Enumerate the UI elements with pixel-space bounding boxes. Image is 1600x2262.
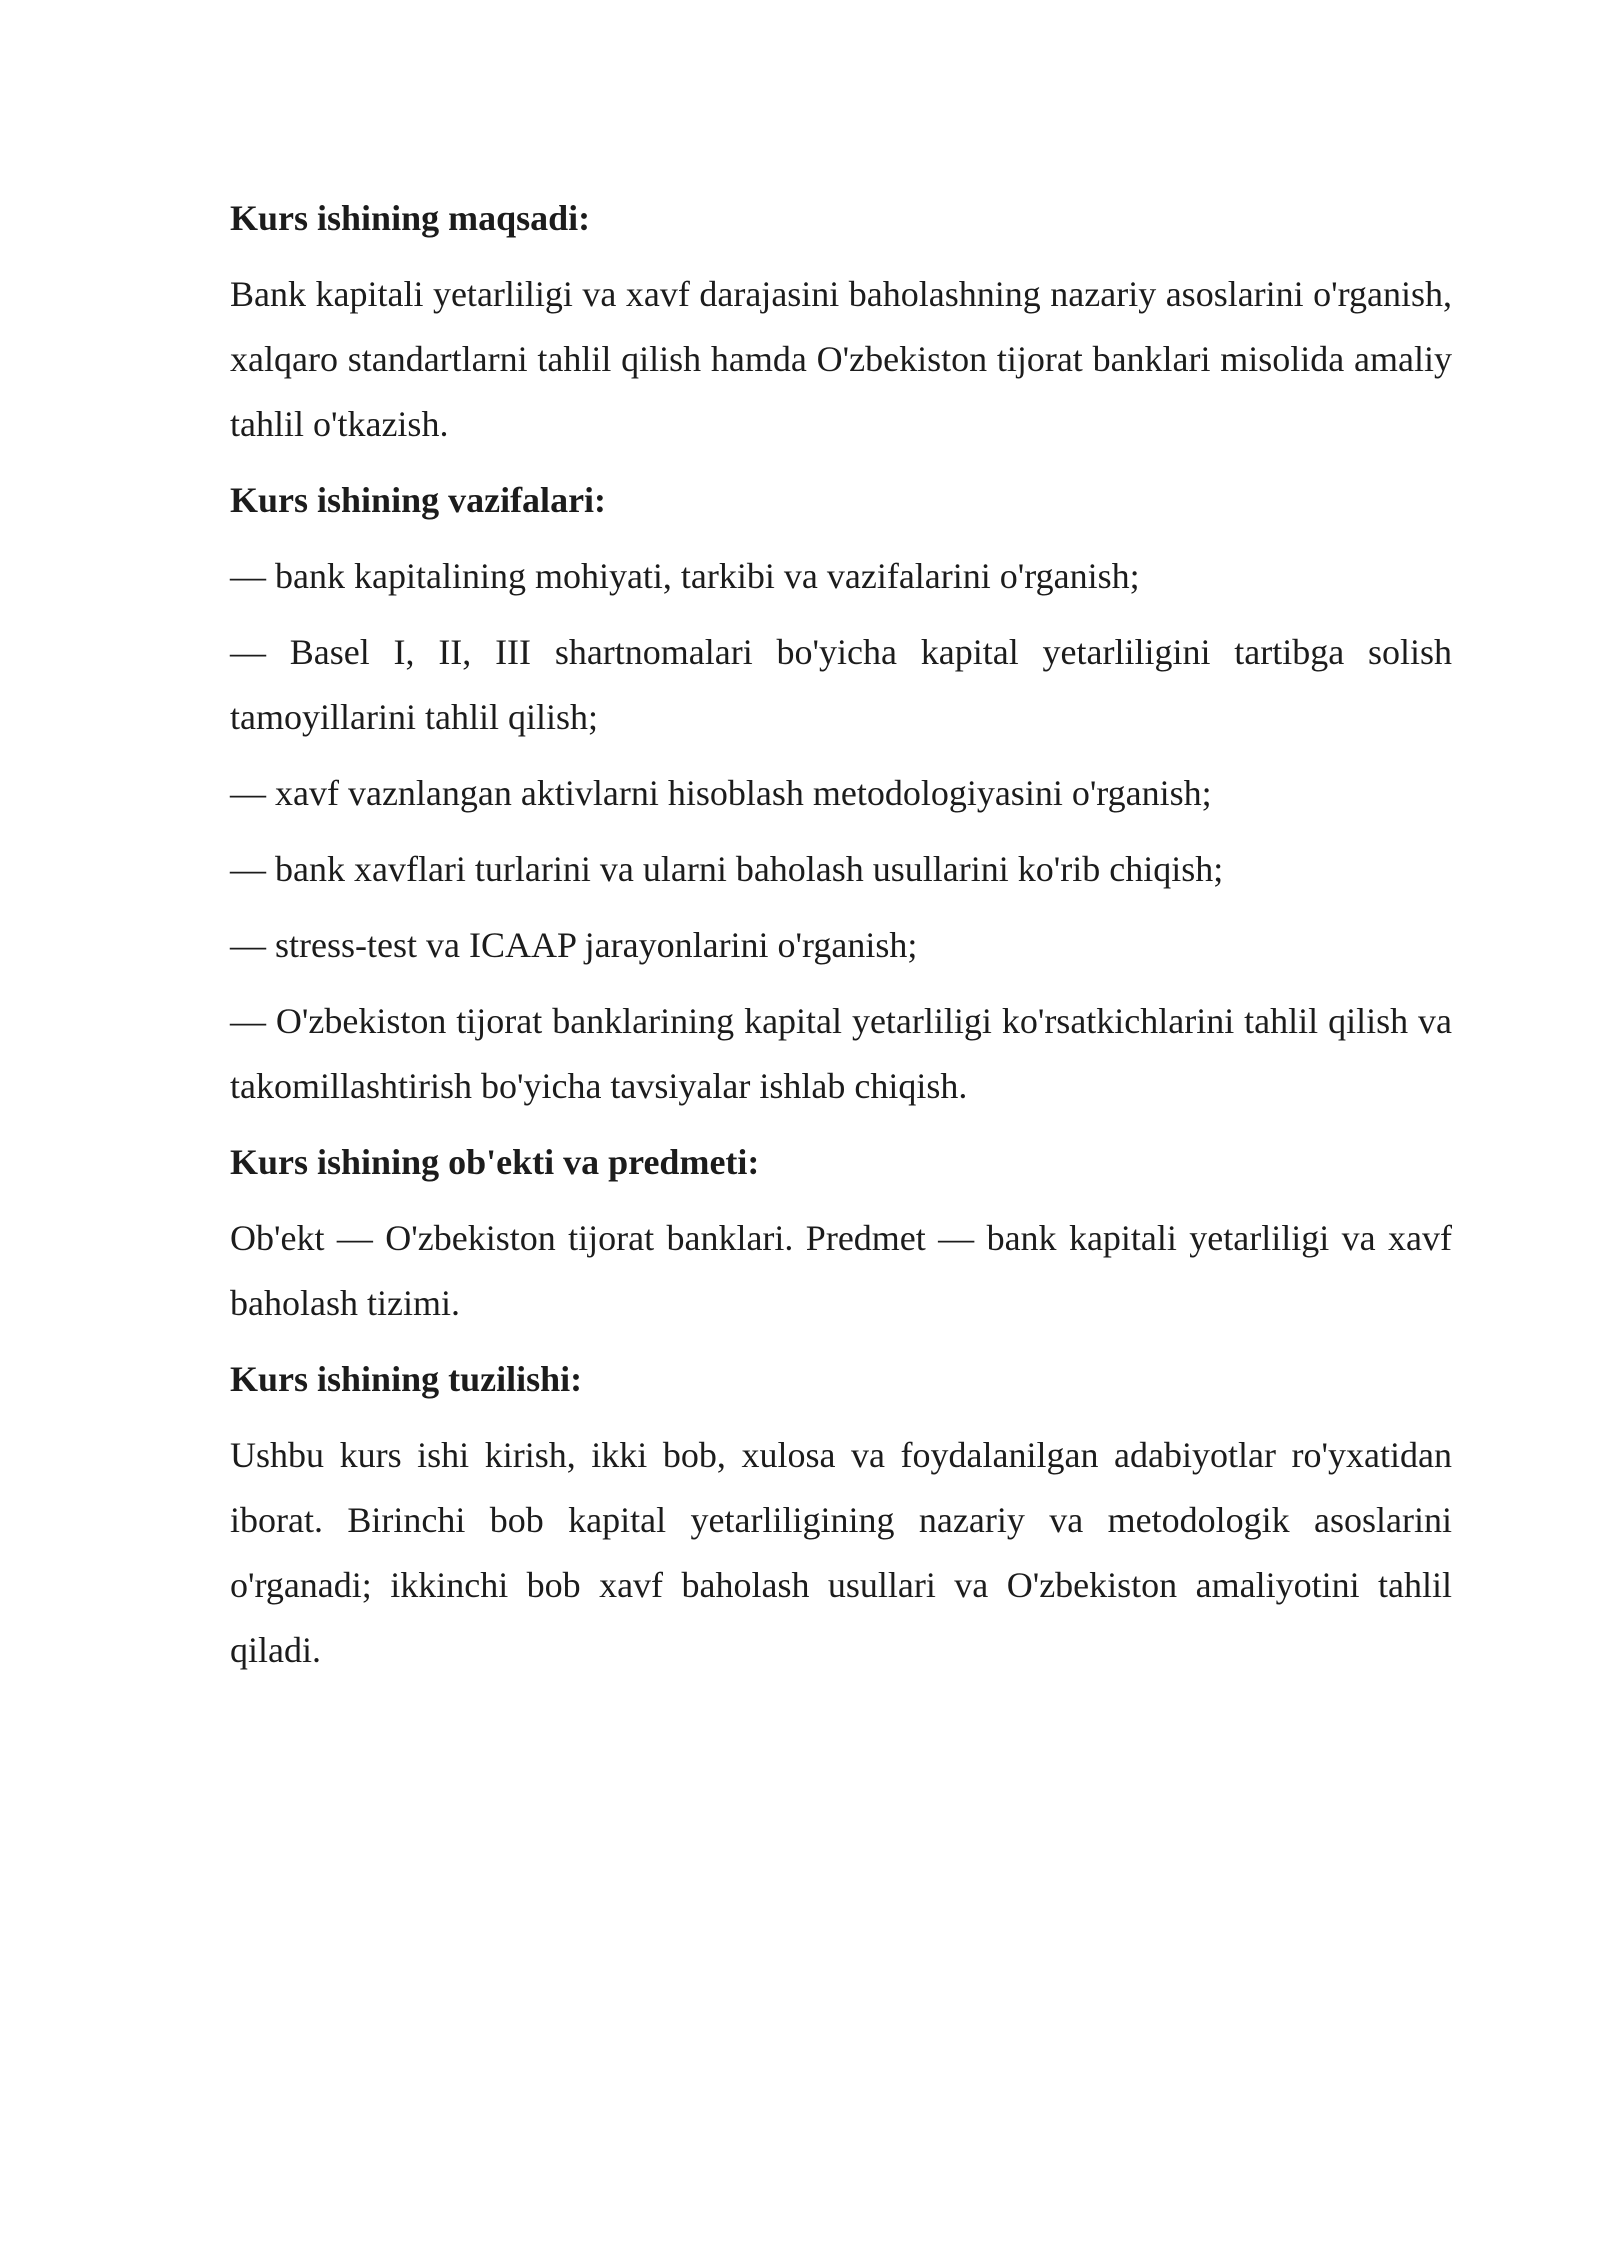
section-heading-object-subject: Kurs ishining ob'ekti va predmeti: bbox=[230, 1142, 760, 1182]
goal-paragraph: Bank kapitali yetarliligi va xavf darajasini baholashning nazariy asoslarini o'rganish, xalqaro standartlarni tahlil qilish hamda O'zbekiston tijorat banklari misolida amaliy tahlil o'tkazish. bbox=[230, 274, 1452, 444]
task-item: — Basel I, II, III shartnomalari bo'yicha kapital yetarliligini tartibga solish tamoyillarini tahlil qilish; bbox=[230, 632, 1452, 737]
section-heading-goal: Kurs ishining maqsadi: bbox=[230, 198, 591, 238]
object-subject-paragraph: Ob'ekt — O'zbekiston tijorat banklari. Predmet — bank kapitali yetarliligi va xavf baholash tizimi. bbox=[230, 1218, 1452, 1323]
section-heading-tasks: Kurs ishining vazifalari: bbox=[230, 480, 607, 520]
task-item: — bank kapitalining mohiyati, tarkibi va vazifalarini o'rganish; bbox=[230, 556, 1140, 596]
task-item: — stress-test va ICAAP jarayonlarini o'rganish; bbox=[230, 925, 918, 965]
section-heading-structure: Kurs ishining tuzilishi: bbox=[230, 1359, 583, 1399]
task-item: — xavf vaznlangan aktivlarni hisoblash metodologiyasini o'rganish; bbox=[230, 773, 1212, 813]
task-item: — bank xavflari turlarini va ularni baholash usullarini ko'rib chiqish; bbox=[230, 849, 1224, 889]
structure-paragraph: Ushbu kurs ishi kirish, ikki bob, xulosa va foydalanilgan adabiyotlar ro'yxatidan iborat. Birinchi bob kapital yetarliligining nazariy va metodologik asoslarini o'rganadi; ikkinchi bob xavf baholash usullari va O'zbekiston amaliyotini tahlil qiladi. bbox=[230, 1435, 1452, 1670]
task-item: — O'zbekiston tijorat banklarining kapital yetarliligi ko'rsatkichlarini tahlil qilish va takomillashtirish bo'yicha tavsiyalar ishlab chiqish. bbox=[230, 1001, 1452, 1106]
document-page bbox=[230, 186, 1452, 1694]
